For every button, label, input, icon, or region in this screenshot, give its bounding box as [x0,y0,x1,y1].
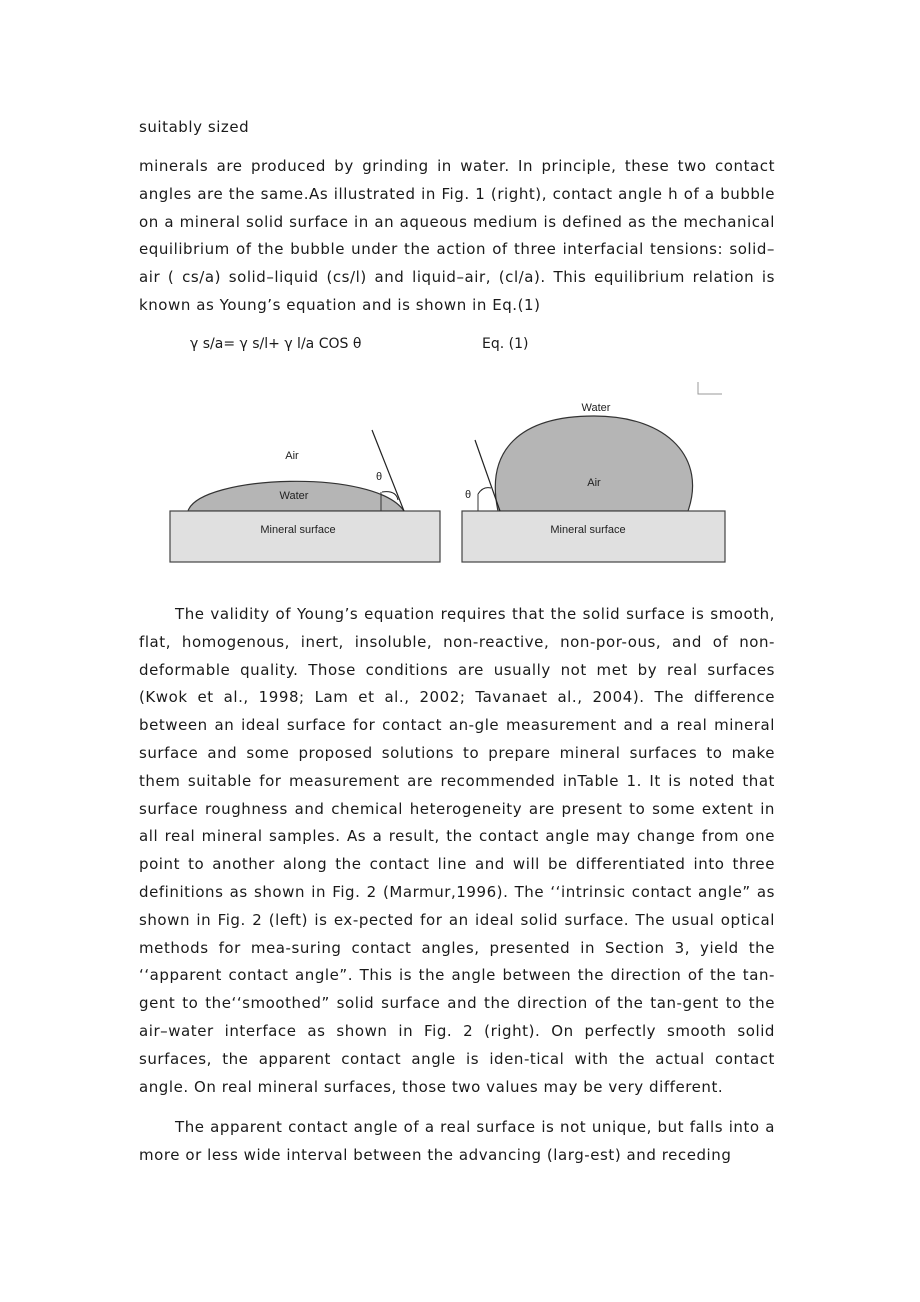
paragraph-1 [139,153,775,320]
theta-label-right: θ [464,489,472,501]
mineral-surface-left [170,511,440,562]
paragraph-3 [139,1114,775,1170]
air-bubble [495,416,692,511]
right-panel [462,402,725,562]
paragraph-1-text: minerals are produced by grinding in water. In principle, these two contact angles are the same.As illustrated in Fig. 1 (right), contact angle h of a bubble on a mineral solid surface in an aqueous medium is defined as the mechanical equilibrium of the bubble under the action of three interfacial tensions: solid–air ( cs/a) solid–liquid (cs/l) and liquid–air, (cl/a). This equilibrium relation is known as Young’s equation and is shown in Eq.(1) [139,157,775,314]
paragraph-2-text: The validity of Young’s equation requires that the solid surface is smooth, flat, homogenous, inert, insoluble, non-reactive, non-por-ous, and of non-deformable quality. Those conditions are usually not met by real surfaces (Kwok et al., 1998; Lam et al., 2002; Tavanaet al., 2004). The difference between an ideal surface for contact an-gle measurement and a real mineral surface and some proposed solutions to prepare mineral surfaces to make them suitable for measurement are recommended inTable 1. It is noted that surface roughness and chemical heterogeneity are present to some extent in all real mineral samples. As a result, the contact angle may change from one point to another along the contact line and will be differentiated into three definitions as shown in Fig. 2 (Marmur,1996). The ‘‘intrinsic contact angle” as shown in Fig. 2 (left) is ex-pected for an ideal solid surface. The usual optical methods for mea-suring contact angles, presented in Section 3, yield the ‘‘apparent contact angle”. This is the angle between the direction of the tan-gent to the‘‘smoothed” solid surface and the direction of the tan-gent to the air–water interface as shown in Fig. 2 (right). On perfectly smooth solid surfaces, the apparent contact angle is iden-tical with the actual contact angle. On real mineral surfaces, those two values may be very different. [139,605,775,1096]
corner-mark [698,382,722,394]
air-label-right: Air [587,477,601,489]
equation-number: Eq. (1) [482,336,529,352]
water-label-left: Water [279,490,309,502]
paragraph-2 [139,601,775,1101]
theta-label-left: θ [375,471,383,483]
paragraph-3-text: The apparent contact angle of a real surface is not unique, but falls into a more or less wide interval between the advancing (larg-est) and receding [139,1118,775,1164]
surface-label-right: Mineral surface [550,524,626,536]
lead-text: suitably sized [139,118,250,136]
mineral-surface-right [462,511,725,562]
young-equation: γ s/a= γ s/l+ γ l/a COS θ [190,336,362,352]
left-panel [170,430,440,562]
surface-label-left: Mineral surface [260,524,336,536]
angle-arc-right [478,488,491,494]
lead-text-block [139,114,775,142]
air-label-left: Air [285,450,299,462]
equation-row [190,336,590,358]
contact-angle-figure [160,380,740,580]
water-label-right: Water [581,402,611,414]
